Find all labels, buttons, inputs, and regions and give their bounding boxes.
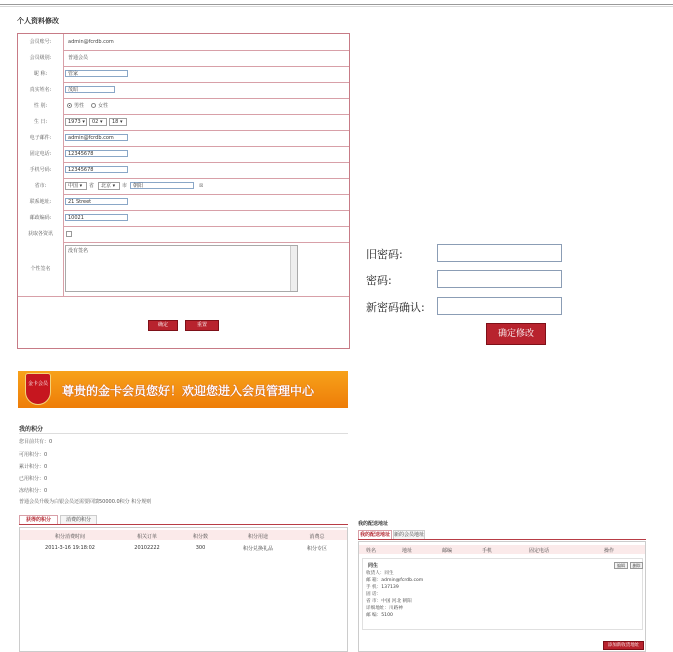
member-level-value: 普通会员 (68, 55, 89, 61)
country-value: 中国 (68, 183, 79, 189)
col-order: 相关订单 (136, 534, 157, 540)
row-birthday (18, 114, 349, 131)
delete-address-button[interactable]: 删除 (630, 562, 643, 569)
label-email: 电子邮件: (18, 130, 64, 146)
label-member-no: 会员账号: (18, 34, 64, 50)
confirm-password-label: 新密码确认: (366, 301, 425, 314)
new-password-label: 密码: (366, 274, 392, 287)
addr-line-province: 省 市：中国 河北 朝阳 (366, 599, 412, 604)
birth-month-select[interactable]: 02 ▾ (89, 118, 107, 126)
phone-input[interactable]: 12345678 (65, 150, 128, 157)
label-phone: 固定电话: (18, 146, 64, 162)
new-password-input[interactable] (437, 270, 562, 288)
gender-male-radio[interactable] (67, 103, 72, 108)
row-member-no (18, 34, 349, 51)
row-order: 20102222 (134, 545, 160, 551)
label-gender: 性 别: (18, 98, 64, 114)
badge-text: 金卡会员 (27, 381, 48, 387)
old-password-input[interactable] (437, 244, 562, 262)
label-nickname: 昵 称: (18, 66, 64, 82)
tab-earned-points[interactable]: 获得的积分 (19, 515, 58, 524)
row-address (18, 194, 349, 211)
banner-text: 尊贵的金卡会员您好！欢迎您进入会员管理中心 (62, 384, 315, 398)
tab-new-address[interactable]: 新的会员地址 (394, 532, 425, 538)
addr-line-mobile: 手 机：137139 (366, 585, 399, 590)
city-value: 北京 (101, 183, 112, 189)
addr-line-tel: 固 话： (366, 592, 382, 597)
row-nickname (18, 66, 349, 83)
col-points: 积分数 (192, 534, 208, 540)
label-address: 联系地址: (18, 194, 64, 210)
signature-textarea[interactable] (65, 245, 298, 292)
signature-scrollbar[interactable] (290, 246, 297, 291)
birth-year-select[interactable]: 1973 ▾ (65, 118, 87, 126)
label-province: 省市: (18, 178, 64, 194)
address-entry (362, 558, 643, 630)
points-divider (19, 433, 348, 434)
col-time: 积分消费时间 (54, 534, 85, 540)
row-gender (18, 98, 349, 115)
points-table (19, 527, 348, 652)
row-subscribe (18, 226, 349, 243)
col-action: 操作 (603, 548, 614, 554)
label-member-level: 会员级别: (18, 50, 64, 66)
label-real-name: 真实姓名: (18, 82, 64, 98)
member-banner (18, 371, 348, 408)
points-line-total: 您目前共有：0 (19, 439, 53, 445)
nickname-input[interactable]: 管家 (65, 70, 128, 77)
province-suffix: 省 (89, 183, 95, 189)
addr-line-recipient: 收货人：同生 (366, 571, 394, 576)
points-tabbar (19, 514, 348, 525)
birth-month-value: 02 (92, 119, 99, 125)
confirm-button[interactable]: 确定 (148, 320, 178, 331)
row-phone (18, 146, 349, 163)
birth-day-select[interactable]: 18 ▾ (109, 118, 127, 126)
page-title: 个人资料修改 (17, 17, 59, 25)
points-line-accumulated: 累计积分：0 (19, 464, 48, 470)
col-tel: 固定电话 (528, 548, 549, 554)
gold-badge-icon (25, 373, 51, 405)
row-real-name (18, 82, 349, 99)
addr-line-detail: 详细地址：川路神 (366, 606, 403, 611)
addr-line-zip: 邮 编：5100 (366, 613, 393, 618)
col-usage: 积分用途 (247, 534, 268, 540)
email-input[interactable]: admin@fcrdb.com (65, 134, 128, 141)
gender-male-label: 男性 (74, 103, 85, 109)
col-mobile: 手机 (481, 548, 492, 554)
gender-female-radio[interactable] (91, 103, 96, 108)
zipcode-input[interactable]: 10021 (65, 214, 128, 221)
col-name: 姓名 (365, 548, 376, 554)
points-line-used: 已用积分：0 (19, 476, 48, 482)
row-time: 2011-3-16 19:18:02 (45, 545, 95, 551)
gender-female-label: 女性 (98, 103, 109, 109)
city-select[interactable]: 北京 ▾ (98, 182, 120, 190)
row-province (18, 178, 349, 195)
tab-spent-points[interactable]: 消费的积分 (60, 515, 97, 524)
row-total: 积分专区 (306, 546, 327, 552)
birth-year-value: 1973 (68, 119, 81, 125)
reset-button[interactable]: 重置 (185, 320, 219, 331)
clear-icon[interactable]: ⊠ (199, 183, 204, 189)
label-mobile: 手机号码: (18, 162, 64, 178)
points-title: 我的积分 (19, 426, 44, 433)
row-member-level (18, 50, 349, 67)
address-entry-name: 同生 (368, 563, 379, 569)
address-title: 我的配送地址 (358, 521, 389, 527)
row-usage: 积分兑换礼品 (242, 546, 273, 552)
signature-text: 没有签名 (68, 248, 89, 254)
old-password-label: 旧密码: (366, 248, 403, 261)
points-line-frozen: 冻结积分：0 (19, 488, 48, 494)
address-table (358, 541, 646, 652)
city-suffix: 市 (122, 183, 128, 189)
label-signature: 个性签名 (18, 242, 64, 296)
country-select[interactable]: 中国 ▾ (65, 182, 87, 190)
top-border-shadow (0, 6, 673, 7)
member-no-value: admin@fcrdb.com (68, 39, 114, 45)
points-upgrade-note[interactable]: 普通会员升级为白银会员还需要回馈50000.0积分 积分规则 (19, 499, 152, 505)
points-line-available: 可用积分：0 (19, 452, 48, 458)
birth-day-value: 18 (112, 119, 119, 125)
real-name-input[interactable]: 茂昭 (65, 86, 115, 93)
col-zip: 邮编 (441, 548, 452, 554)
row-signature (18, 242, 349, 297)
confirm-password-input[interactable] (437, 297, 562, 315)
address-tabbar (358, 529, 646, 540)
submit-password-button[interactable]: 确定修改 (486, 323, 546, 345)
col-address: 地址 (401, 548, 412, 554)
label-subscribe: 获取各资讯 (18, 226, 64, 242)
row-mobile (18, 162, 349, 179)
row-zipcode (18, 210, 349, 227)
edit-address-button[interactable]: 编辑 (614, 562, 628, 569)
district-input[interactable]: 朝阳 (130, 182, 194, 189)
subscribe-checkbox[interactable] (66, 231, 72, 237)
profile-form (17, 33, 350, 349)
top-border (0, 0, 673, 5)
label-zipcode: 邮政编码: (18, 210, 64, 226)
col-total: 消费总 (309, 534, 325, 540)
add-address-button[interactable]: 添加新收货地址 (603, 641, 644, 650)
label-birthday: 生 日: (18, 114, 64, 130)
address-input[interactable]: 21 Street (65, 198, 128, 205)
row-points: 300 (195, 545, 206, 551)
mobile-input[interactable]: 12345678 (65, 166, 128, 173)
addr-line-email: 邮 箱：admin@fcrdb.com (366, 578, 424, 583)
tab-my-address[interactable]: 我的配送地址 (359, 532, 390, 538)
row-email (18, 130, 349, 147)
